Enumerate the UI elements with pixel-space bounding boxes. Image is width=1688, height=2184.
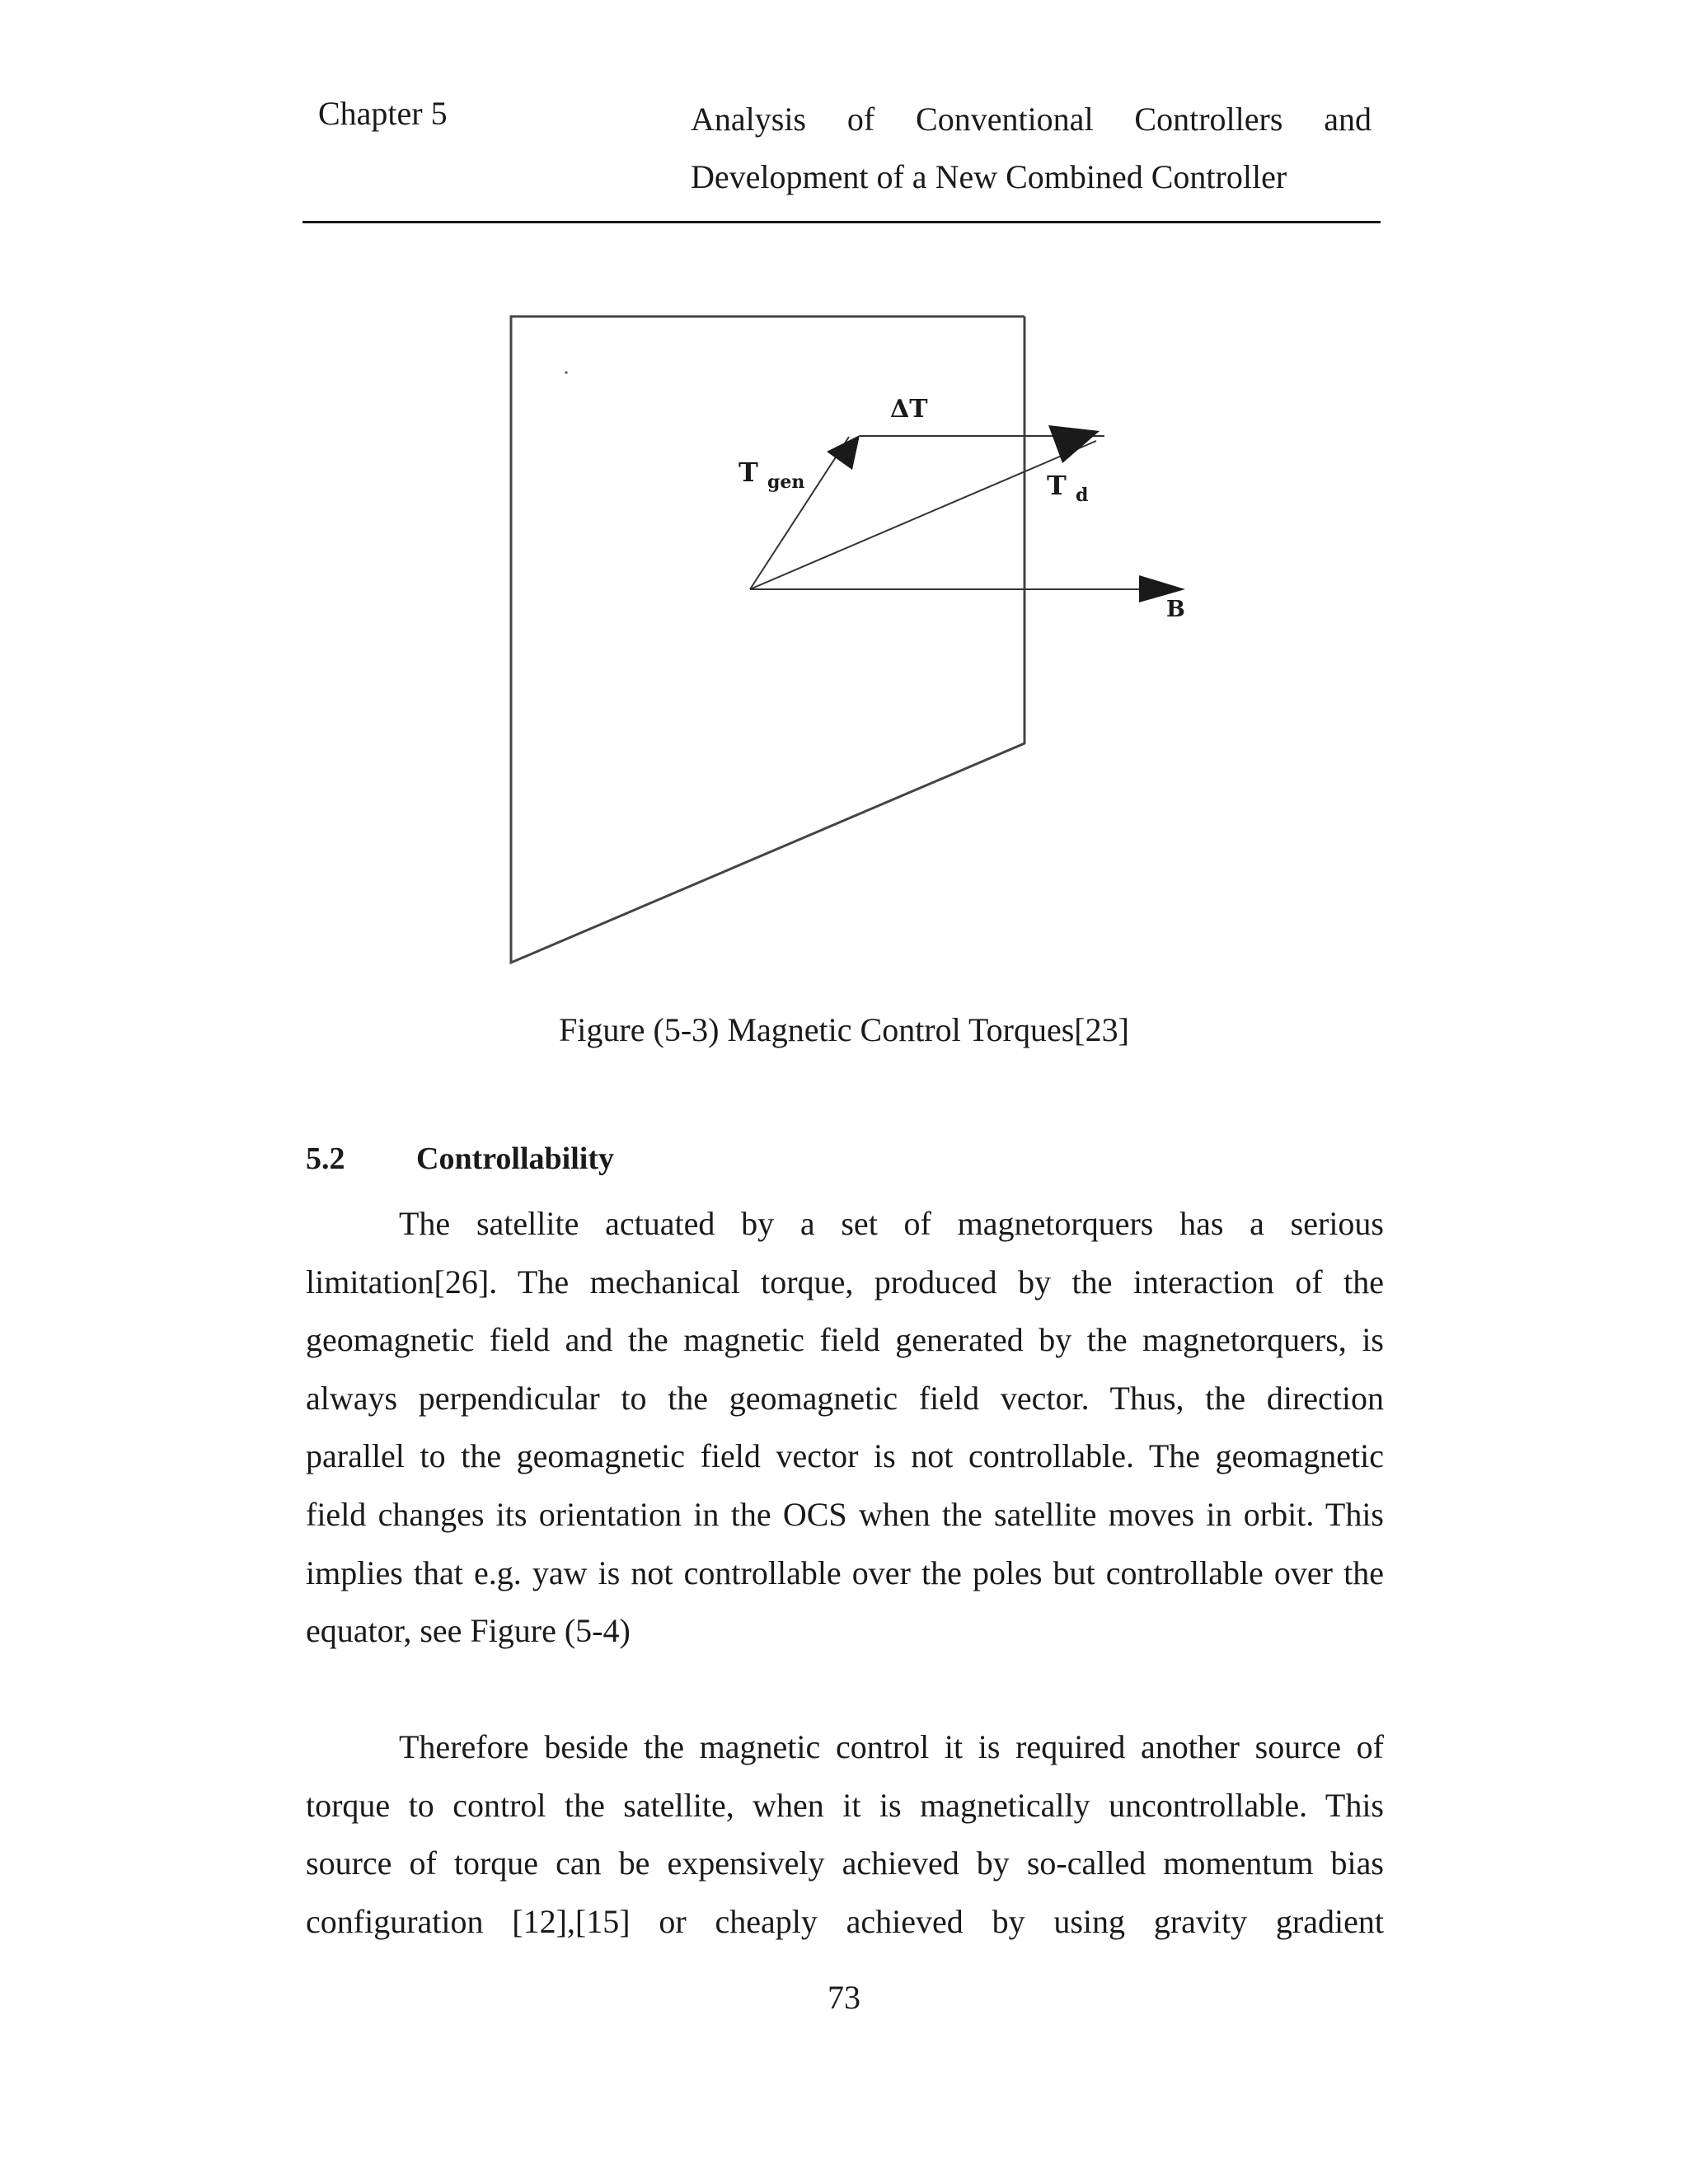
paragraph-line: source of torque can be expensively achieved by so-called momentum bias (306, 1844, 1384, 1882)
td-label-main: T (1047, 470, 1067, 501)
paragraph-1 (306, 1195, 1384, 1661)
header-rule (302, 221, 1381, 223)
section-title: Controllability (416, 1141, 614, 1176)
paragraph-line: torque to control the satellite, when it is magnetically uncontrollable. This (306, 1786, 1384, 1824)
plane-outline (511, 316, 1025, 963)
paragraph-2 (306, 1718, 1384, 1951)
header-title (691, 91, 1372, 206)
paragraph-line: geomagnetic field and the magnetic field generated by the magnetorquers, is (306, 1321, 1384, 1359)
plane-dot (565, 371, 567, 373)
tgen-label (738, 457, 804, 493)
paragraph-line: The satellite actuated by a set of magnetorquers has a serious (399, 1205, 1384, 1242)
b-label: B (1166, 597, 1185, 622)
paragraph-line: field changes its orientation in the OCS when the satellite moves in orbit. This (306, 1495, 1384, 1533)
td-label (1047, 470, 1088, 506)
header-chapter: Chapter 5 (318, 95, 448, 132)
section-number: 5.2 (306, 1141, 345, 1176)
header-title-line-2: Development of a New Combined Controller (691, 158, 1287, 195)
tgen-label-main: T (738, 457, 758, 488)
paragraph-line: parallel to the geomagnetic field vector is not controllable. The geomagnetic (306, 1437, 1384, 1475)
page-number: 73 (828, 1979, 860, 2016)
delta-t-label: ΔT (890, 395, 928, 424)
paragraph-line: Therefore beside the magnetic control it is required another source of (399, 1728, 1384, 1765)
paragraph-line: implies that e.g. yaw is not controllable over the poles but controllable over the (306, 1554, 1384, 1591)
paragraph-line: limitation[26]. The mechanical torque, produced by the interaction of the (306, 1263, 1384, 1301)
td-vector-line (750, 441, 1096, 589)
paragraph-line: always perpendicular to the geomagnetic field vector. Thus, the direction (306, 1379, 1384, 1417)
header-title-line-1: Analysis of Conventional Controllers and (691, 101, 1372, 138)
td-label-sub: d (1075, 485, 1089, 506)
paragraph-line: configuration [12],[15] or cheaply achieved by using gravity gradient (306, 1902, 1384, 1940)
magnetic-torque-diagram (495, 305, 1236, 981)
paragraph-line: equator, see Figure (5-4) (306, 1612, 631, 1650)
figure-caption: Figure (5-3) Magnetic Control Torques[23] (559, 1011, 1129, 1048)
tgen-label-sub: gen (767, 471, 805, 493)
